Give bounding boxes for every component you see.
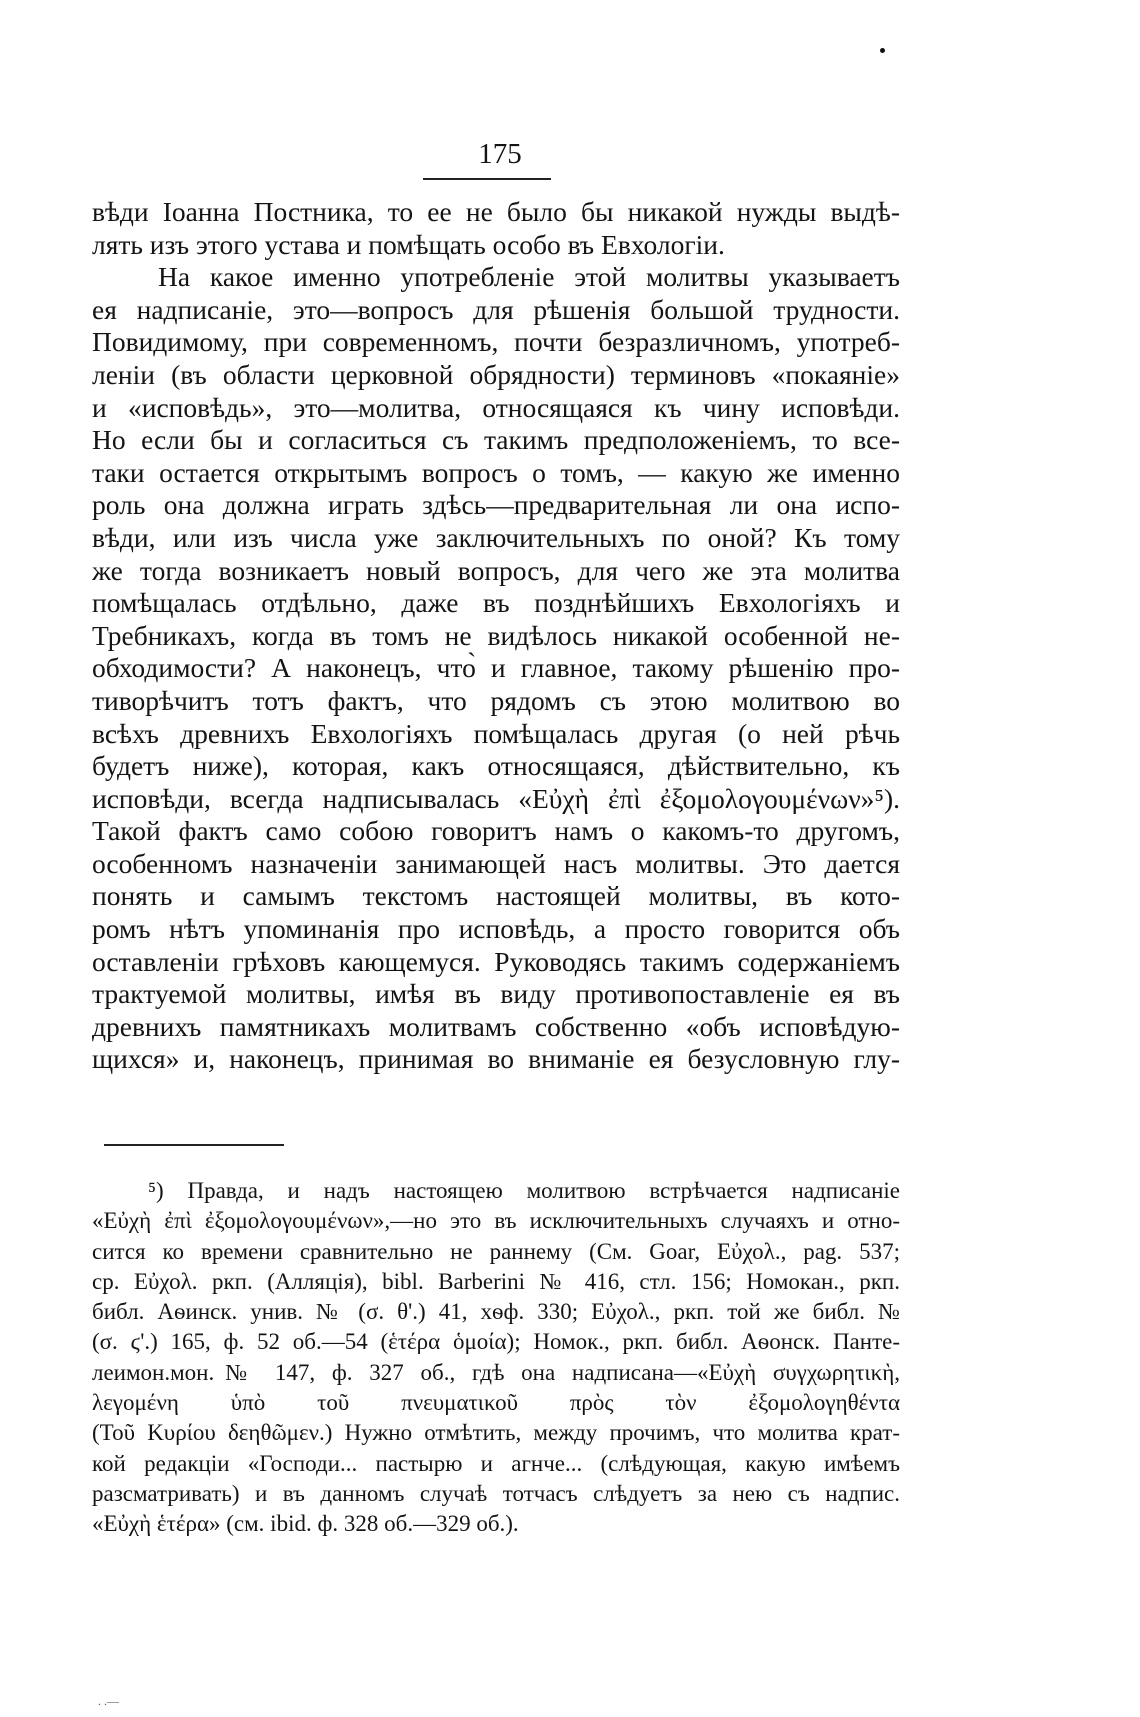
text-line: всѣхъ древнихъ Евхологіяхъ помѣщалась другая (о ней рѣчь (92, 717, 900, 749)
footnote-line: (Τοῦ Κυρίου δεηθῶμεν.) Нужно отмѣтить, между прочимъ, что молитва крат- (92, 1420, 900, 1446)
text-line: тиворѣчитъ тотъ фактъ, что рядомъ съ этою молитвою во (92, 684, 900, 716)
text-line: понять и самымъ текстомъ настоящей молитвы, въ кото- (92, 880, 900, 912)
footnote-line: леимон.мон.№ 147, ф. 327 об., гдѣ она надписана—«Εὐχὴ συγχωρητικὴ, (92, 1359, 900, 1385)
text-line: трактуемой молитвы, имѣя въ виду противопоставленіе ея въ (92, 978, 900, 1010)
footnote-line: ⁵) Правда, и надъ настоящею молитвою встрѣчается надписаніе (148, 1178, 900, 1203)
text-line: ея надписаніе, это—вопросъ для рѣшенія большой трудности. (92, 293, 900, 325)
text-line: На какое именно употребленіе этой молитвы указываетъ (158, 261, 900, 293)
footnote-line: разсматривать) и въ данномъ случаѣ тотчасъ слѣдуетъ за нею съ надпис. (92, 1480, 900, 1506)
text-line: Такой фактъ само собою говоритъ намъ о какомъ-то другомъ, (92, 815, 900, 847)
text-line: Повидимому, при современномъ, почти безразличномъ, употреб- (92, 326, 900, 358)
text-line: леніи (въ области церковной обрядности) терминовъ «покаяніе» (92, 358, 900, 390)
text-line: помѣщалась отдѣльно, даже въ позднѣйшихъ Евхологіяхъ и (92, 587, 900, 619)
text-line: обходимости? А наконецъ, что̀ и главное, такому рѣшенію про- (92, 652, 900, 684)
text-line: исповѣди, всегда надписывалась «Εὐχὴ ἐπὶ ἐξομολογουμένων»⁵). (92, 782, 900, 814)
text-line: щихся» и, наконецъ, принимая во вниманіе ея безусловную глу- (92, 1043, 900, 1075)
text-line: вѣди Іоанна Постника, то ее не было бы никакой нужды выдѣ- (92, 196, 900, 227)
text-line: таки остается открытымъ вопросъ о томъ, — какую же именно (92, 456, 900, 488)
text-line: и «исповѣдь», это—молитва, относящаяся къ чину исповѣди. (92, 391, 900, 423)
footnote (92, 1176, 900, 1540)
page-number-rule (423, 178, 551, 180)
text-line: лять изъ этого устава и помѣщать особо въ Евхологіи. (92, 228, 725, 260)
text-line: будетъ ниже), которая, какъ относящаяся, дѣйствительно, къ (92, 750, 900, 782)
page-number: 175 (478, 138, 522, 170)
page-mark: . .— (98, 1694, 119, 1708)
text-line: ромъ нѣтъ упоминанія про исповѣдь, а просто говорится объ (92, 913, 900, 945)
text-line: же тогда возникаетъ новый вопросъ, для чего же эта молитва (92, 554, 900, 586)
footnote-line: сится ко времени сравнительно не раннему (См. Goar, Εὐχολ., pag. 537; (92, 1238, 900, 1264)
footnote-line: λεγομένη ὑπὸ τοῦ πνευματικοῦ πρὸς τὸν ἐξομολογηθέντα (92, 1390, 900, 1416)
main-text (92, 196, 900, 1076)
footnote-line: (σ. ϛ'.) 165, ф. 52 об.—54 (ἑτέρα ὁμοία); Номок., ркп. библ. Аѳонск. Панте- (92, 1329, 900, 1355)
footnote-line: «Εὐχὴ ἐπὶ ἐξομολογουμένων»,—но это въ исключительныхъ случаяхъ и отно- (92, 1208, 900, 1234)
text-line: роль она должна играть здѣсь—предварительная ли она испо- (92, 489, 900, 521)
text-line: особенномъ назначеніи занимающей насъ молитвы. Это дается (92, 847, 900, 879)
text-line: вѣди, или изъ числа уже заключительныхъ по оной? Къ тому (92, 521, 900, 553)
text-line: древнихъ памятникахъ молитвамъ собственно «объ исповѣдую- (92, 1010, 900, 1042)
text-line: оставленіи грѣховъ кающемуся. Руководясь такимъ содержаніемъ (92, 945, 900, 977)
text-line: Требникахъ, когда въ томъ не видѣлось никакой особенной не- (92, 619, 900, 651)
margin-dot (880, 48, 885, 53)
footnote-line: библ. Аѳинск. унив. № (σ. θ'.) 41, хѳф. 330; Εὐχολ., ркп. той же библ. № (92, 1299, 900, 1325)
footnote-divider (104, 1144, 284, 1146)
footnote-line: кой редакціи «Господи... пастырю и агнче... (слѣдующая, какую имѣемъ (92, 1450, 900, 1476)
footnote-line: «Εὐχὴ ἑτέρα» (см. ibid. ф. 328 об.—329 об.). (92, 1511, 519, 1537)
footnote-line: ср. Εὐχολ. ркп. (Алляція), bibl. Barberini № 416, стл. 156; Номокан., ркп. (92, 1268, 900, 1294)
text-line: Но если бы и согласиться съ такимъ предположеніемъ, то все- (92, 424, 900, 456)
